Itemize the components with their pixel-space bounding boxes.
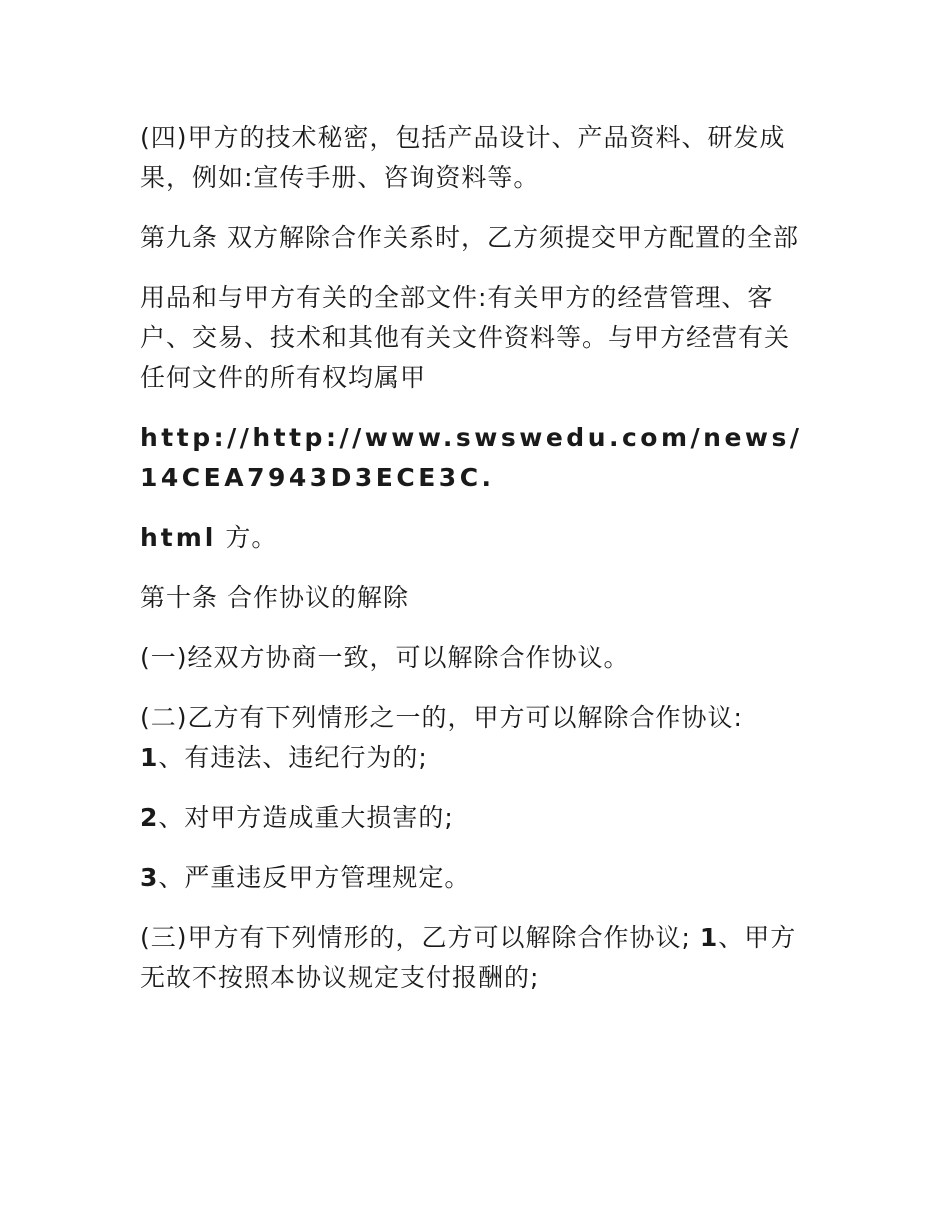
list-item-2-text: 、对甲方造成重大损害的; xyxy=(158,803,454,832)
url-line-1: http://http://www.swswedu.com/news/ xyxy=(140,423,803,452)
list-item-1 xyxy=(140,738,815,778)
article-ten-heading: 第十条 合作协议的解除 xyxy=(140,583,409,612)
article-nine-heading: 第九条 双方解除合作关系时，乙方须提交甲方配置的全部 xyxy=(140,223,799,252)
paragraph-trade-secrets: (四)甲方的技术秘密，包括产品设计、产品资料、研发成果，例如:宣传手册、咨询资料等。 xyxy=(140,123,786,192)
url-line-2: 14CEA7943D3ECE3C. xyxy=(140,463,495,492)
list-item-3-number: 3 xyxy=(140,863,159,892)
url-text xyxy=(140,418,815,498)
clause-three xyxy=(140,918,815,998)
url-tail-rest: 方。 xyxy=(216,523,278,552)
clause-three-number: 1 xyxy=(699,923,719,952)
paragraph-documents: 用品和与甲方有关的全部文件:有关甲方的经营管理、客户、交易、技术和其他有关文件资料等。与甲方经营有关任何文件的所有权均属甲 xyxy=(140,283,791,392)
list-item-2 xyxy=(140,798,815,838)
list-item-2-number: 2 xyxy=(140,803,159,832)
list-item-1-text: 、有违法、违纪行为的; xyxy=(158,743,428,772)
document-page xyxy=(140,118,815,1018)
clause-one: (一)经双方协商一致，可以解除合作协议。 xyxy=(140,643,630,672)
clause-three-text: (三)甲方有下列情形的，乙方可以解除合作协议; xyxy=(140,923,700,952)
list-item-3 xyxy=(140,858,815,898)
clause-two: (二)乙方有下列情形之一的，甲方可以解除合作协议: xyxy=(140,703,743,732)
list-item-3-text: 、严重违反甲方管理规定。 xyxy=(158,863,471,892)
url-tail-html: html xyxy=(140,523,217,552)
list-item-1-number: 1 xyxy=(140,743,159,772)
paragraph-url-tail xyxy=(140,518,815,558)
clause-three-item-text: 、甲方无故不按照本协议规定支付报酬的; xyxy=(140,923,797,992)
